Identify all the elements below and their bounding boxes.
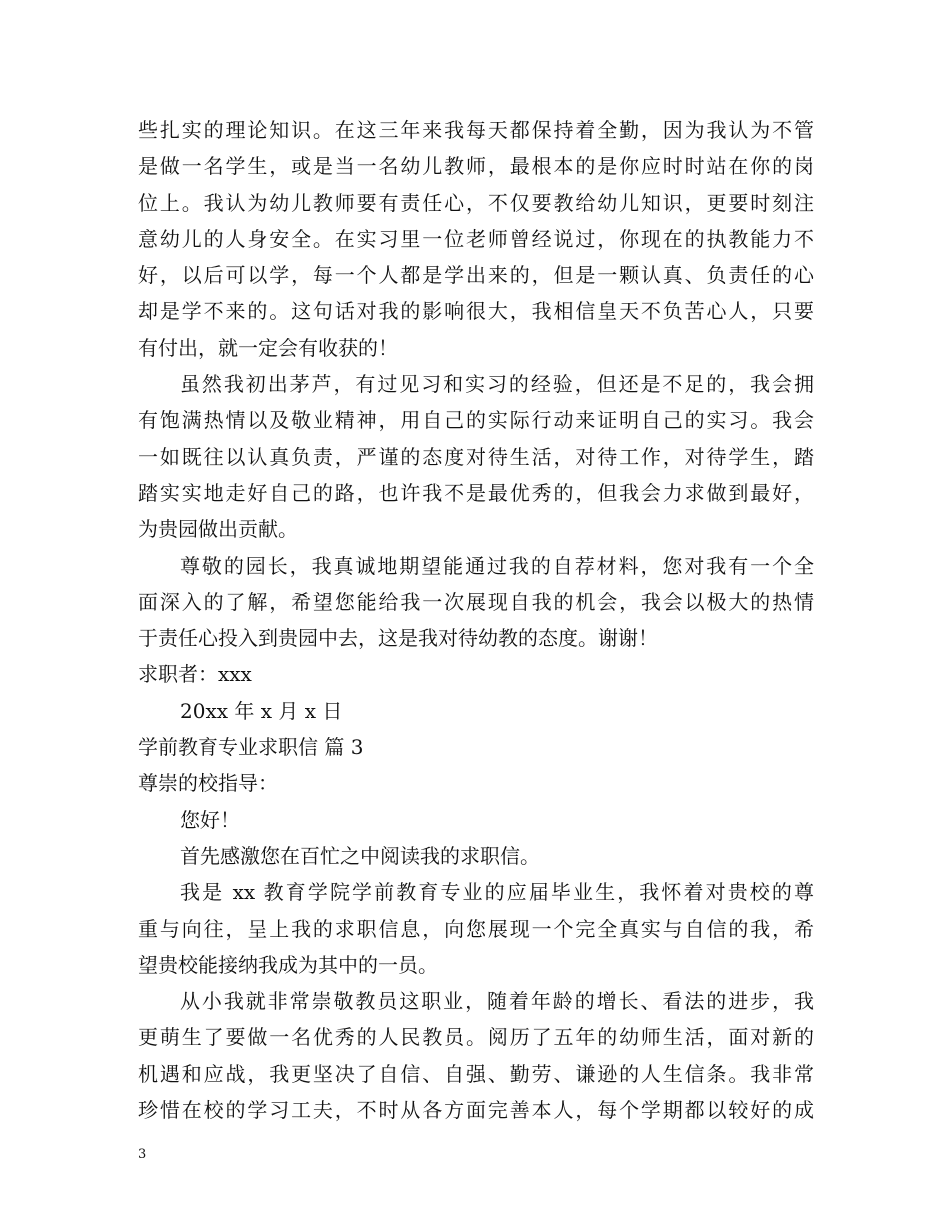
- text-line: 位上。我认为幼儿教师要有责任心，不仅要教给幼儿知识，更要时刻注: [138, 190, 814, 215]
- text-line: 有饱满热情以及敬业精神，用自己的实际行动来证明自己的实习。我会: [138, 408, 814, 433]
- salutation: [138, 765, 814, 801]
- text-line: 我是 xx 教育学院学前教育专业的应届毕业生，我怀着对贵校的尊: [180, 880, 814, 905]
- paragraph: [138, 983, 814, 1128]
- body-text: [138, 112, 814, 1128]
- signature: [138, 656, 814, 692]
- date: [138, 693, 814, 729]
- greeting: [138, 802, 814, 838]
- text-line: 更萌生了要做一名优秀的人民教员。阅历了五年的幼师生活，面对新的: [138, 1025, 814, 1050]
- page-number: 3: [138, 1147, 147, 1162]
- section-title: [138, 729, 814, 765]
- salutation-line: 尊崇的校指导：: [138, 771, 278, 796]
- text-line: 虽然我初出茅芦，有过见习和实习的经验，但还是不足的，我会拥: [180, 372, 814, 397]
- text-line: 面深入的了解，希望您能给我一次展现自我的机会，我会以极大的热情: [138, 589, 814, 614]
- text-line: 为贵园做出贡献。: [138, 517, 298, 542]
- signature-line: 求职者：xxx: [138, 662, 252, 687]
- text-line: 一如既往以认真负责，严谨的态度对待生活，对待工作，对待学生，踏: [138, 444, 814, 469]
- date-line: 20xx 年 x 月 x 日: [180, 698, 343, 723]
- paragraph: [138, 112, 814, 366]
- text-line: 重与向往，呈上我的求职信息，向您展现一个完全真实与自信的我，希: [138, 916, 814, 941]
- text-line: 望贵校能接纳我成为其中的一员。: [138, 952, 438, 977]
- text-line: 从小我就非常崇敬教员这职业，随着年龄的增长、看法的进步，我: [180, 989, 814, 1014]
- greeting-line: 您好！: [180, 807, 240, 832]
- text-line: 些扎实的理论知识。在这三年来我每天都保持着全勤，因为我认为不管: [138, 118, 814, 142]
- text-line: 是做一名学生，或是当一名幼儿教师，最根本的是你应时时站在你的岗: [138, 154, 814, 179]
- section-title-line: 学前教育专业求职信 篇 3: [138, 735, 364, 760]
- text-line: 有付出，就一定会有收获的！: [138, 335, 398, 360]
- text-line: 踏实实地走好自己的路，也许我不是最优秀的，但我会力求做到最好，: [138, 480, 814, 505]
- text-line: 意幼儿的人身安全。在实习里一位老师曾经说过，你现在的执教能力不: [138, 226, 814, 251]
- paragraph: [138, 838, 814, 874]
- text-line: 尊敬的园长，我真诚地期望能通过我的自荐材料，您对我有一个全: [180, 553, 814, 578]
- text-line: 好，以后可以学，每一个人都是学出来的，但是一颗认真、负责任的心: [138, 263, 814, 288]
- text-line: 机遇和应战，我更坚决了自信、自强、勤劳、谦逊的人生信条。我非常: [138, 1061, 814, 1086]
- text-line: 珍惜在校的学习工夫，不时从各方面完善本人，每个学期都以较好的成: [138, 1098, 814, 1123]
- paragraph: [138, 548, 814, 657]
- text-line: 于责任心投入到贵园中去，这是我对待幼教的态度。谢谢！: [138, 626, 658, 651]
- paragraph: [138, 366, 814, 547]
- paragraph: [138, 874, 814, 983]
- text-line: 首先感激您在百忙之中阅读我的求职信。: [180, 843, 540, 868]
- text-line: 却是学不来的。这句话对我的影响很大，我相信皇天不负苦心人，只要: [138, 299, 814, 324]
